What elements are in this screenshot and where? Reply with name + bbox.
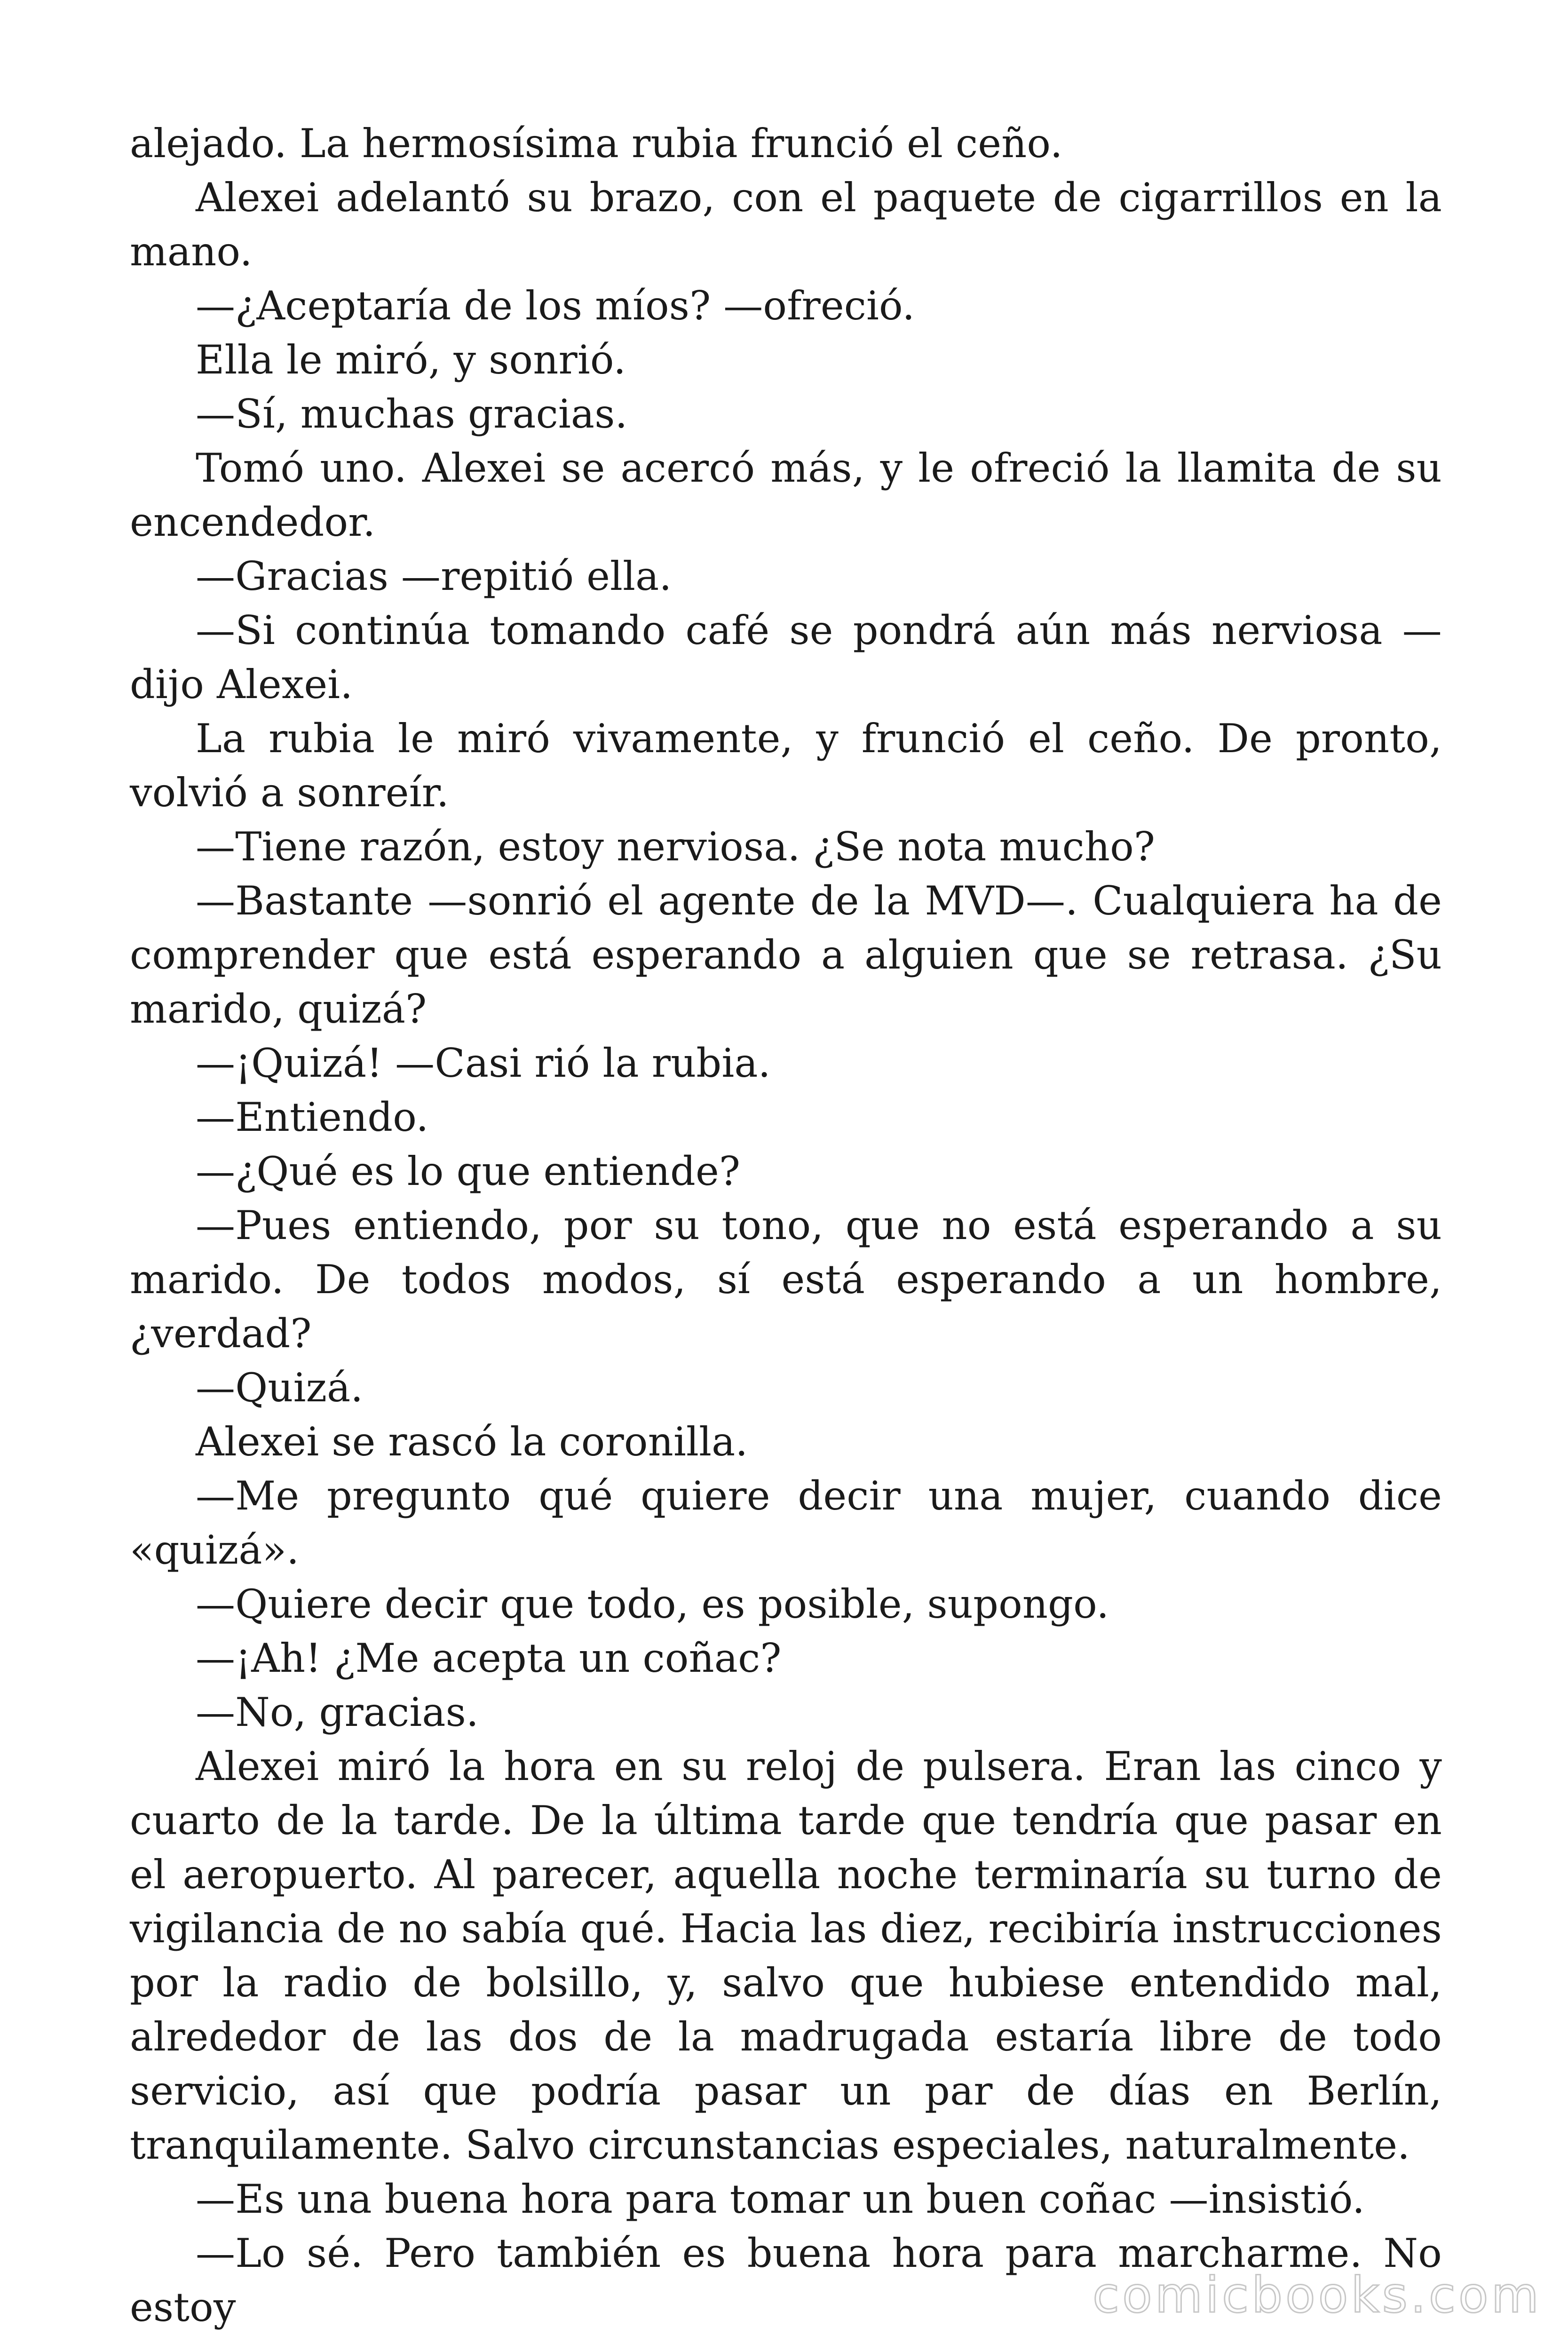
paragraph: —Quiere decir que todo, es posible, supongo. bbox=[196, 1581, 1109, 1627]
paragraph: —Tiene razón, estoy nerviosa. ¿Se nota mucho? bbox=[196, 824, 1156, 870]
paragraph: —¿Aceptaría de los míos? —ofreció. bbox=[196, 283, 915, 329]
paragraph: —Si continúa tomando café se pondrá aún más nerviosa —dijo Alexei. bbox=[130, 607, 1442, 707]
body-text bbox=[130, 117, 1442, 2335]
paragraph: —Bastante —sonrió el agente de la MVD—. Cualquiera ha de comprender que está esperando a alguien que se retrasa. ¿Su marido, quizá? bbox=[130, 878, 1442, 1032]
paragraph: alejado. La hermosísima rubia frunció el ceño. bbox=[130, 120, 1063, 167]
paragraph: Alexei adelantó su brazo, con el paquete de cigarrillos en la mano. bbox=[130, 175, 1442, 275]
paragraph: Alexei miró la hora en su reloj de pulsera. Eran las cinco y cuarto de la tarde. De la última tarde que tendría que pasar en el aeropuerto. Al parecer, aquella noche terminaría su turno de vigilancia de no sabía qué. Hacia las diez, recibiría instrucciones por la radio de bolsillo, y, salvo que hubiese entendido mal, alrededor de las dos de la madrugada estaría libre de todo servicio, así que podría pasar un par de días en Berlín, tranquilamente. Salvo circunstancias especiales, naturalmente. bbox=[130, 1743, 1442, 2168]
paragraph: —¡Ah! ¿Me acepta un coñac? bbox=[196, 1635, 782, 1681]
paragraph: —Sí, muchas gracias. bbox=[196, 391, 628, 437]
paragraph: —¡Quizá! —Casi rió la rubia. bbox=[196, 1040, 771, 1086]
paragraph: Alexei se rascó la coronilla. bbox=[196, 1419, 748, 1465]
paragraph: —Quizá. bbox=[196, 1365, 364, 1411]
paragraph: —Entiendo. bbox=[196, 1094, 429, 1140]
paragraph: —No, gracias. bbox=[196, 1689, 479, 1735]
paragraph: —¿Qué es lo que entiende? bbox=[196, 1148, 741, 1194]
paragraph: —Es una buena hora para tomar un buen coñac —insistió. bbox=[196, 2176, 1365, 2222]
paragraph: —Me pregunto qué quiere decir una mujer, cuando dice «quizá». bbox=[130, 1473, 1442, 1573]
paragraph: —Lo sé. Pero también es buena hora para marcharme. No estoy bbox=[130, 2230, 1442, 2330]
paragraph: Tomó uno. Alexei se acercó más, y le ofreció la llamita de su encendedor. bbox=[130, 445, 1442, 545]
watermark: comicbooks.com bbox=[1092, 2266, 1542, 2324]
paragraph: La rubia le miró vivamente, y frunció el ceño. De pronto, volvió a sonreír. bbox=[130, 715, 1442, 816]
paragraph: Ella le miró, y sonrió. bbox=[196, 337, 626, 383]
paragraph: —Pues entiendo, por su tono, que no está esperando a su marido. De todos modos, sí está esperando a un hombre, ¿verdad? bbox=[130, 1202, 1442, 1357]
paragraph: —Gracias —repitió ella. bbox=[196, 553, 672, 599]
